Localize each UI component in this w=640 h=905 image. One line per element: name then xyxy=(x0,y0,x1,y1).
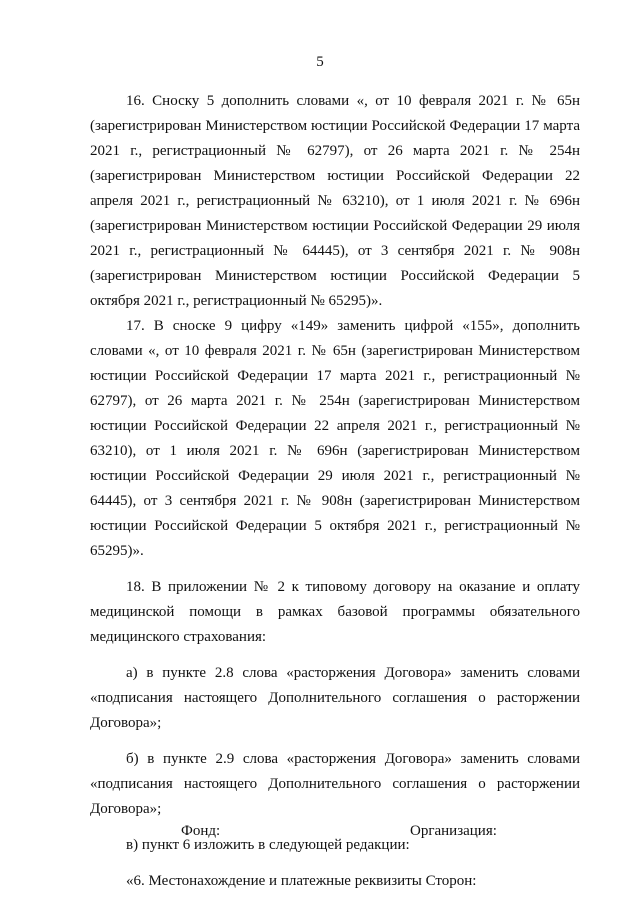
paragraph-18: 18. В приложении № 2 к типовому договору на оказание и оплату медицинской помощи в рамках базовой программы обязательного медицинского страхования: xyxy=(90,579,580,645)
paragraph-17: 17. В сноске 9 цифру «149» заменить цифрой «155», дополнить словами «, от 10 февраля 2021 г. № 65н (зарегистрирован Министерством юстиции Российской Федерации 17 марта 2021 г., регистрационный № 62797), от 26 марта 2021 г. № 254н (зарегистрирован Министерством юстиции Российской Федерации 22 апреля 2021 г., регистрационный № 63210), от 1 июля 2021 г. № 696н (зарегистрирован Министерством юстиции Российской Федерации 29 июля 2021 г., регистрационный № 64445), от 3 сентября 2021 г. № 908н (зарегистрирован Министерством юстиции Российской Федерации 5 октября 2021 г., регистрационный № 65295)». xyxy=(90,318,580,559)
signature-row xyxy=(0,823,640,848)
paragraph-18-v: в) пункт 6 изложить в следующей редакции: xyxy=(126,837,410,853)
paragraph-16: 16. Сноску 5 дополнить словами «, от 10 февраля 2021 г. № 65н (зарегистрирован Министерством юстиции Российской Федерации 17 марта 2021 г., регистрационный № 62797), от 26 марта 2021 г. № 254н (зарегистрирован Министерством юстиции Российской Федерации 22 апреля 2021 г., регистрационный № 63210), от 1 июля 2021 г. № 696н (зарегистрирован Министерством юстиции Российской Федерации 29 июля 2021 г., регистрационный № 64445), от 3 сентября 2021 г. № 908н (зарегистрирован Министерством юстиции Российской Федерации 5 октября 2021 г., регистрационный № 65295)». xyxy=(90,93,580,309)
paragraph-18-a: а) в пункте 2.8 слова «расторжения Договора» заменить словами «подписания настоящего Дополнительного соглашения о расторжении Договора»; xyxy=(90,665,580,731)
document-body xyxy=(90,89,580,894)
paragraph-item-6: «6. Местонахождение и платежные реквизиты Сторон: xyxy=(126,873,477,889)
fund-label: Фонд: xyxy=(181,823,221,839)
paragraph-18-b: б) в пункте 2.9 слова «расторжения Договора» заменить словами «подписания настоящего Дополнительного соглашения о расторжении Договора»; xyxy=(90,751,580,817)
page-number: 5 xyxy=(316,54,324,70)
organization-label: Организация: xyxy=(410,823,497,839)
